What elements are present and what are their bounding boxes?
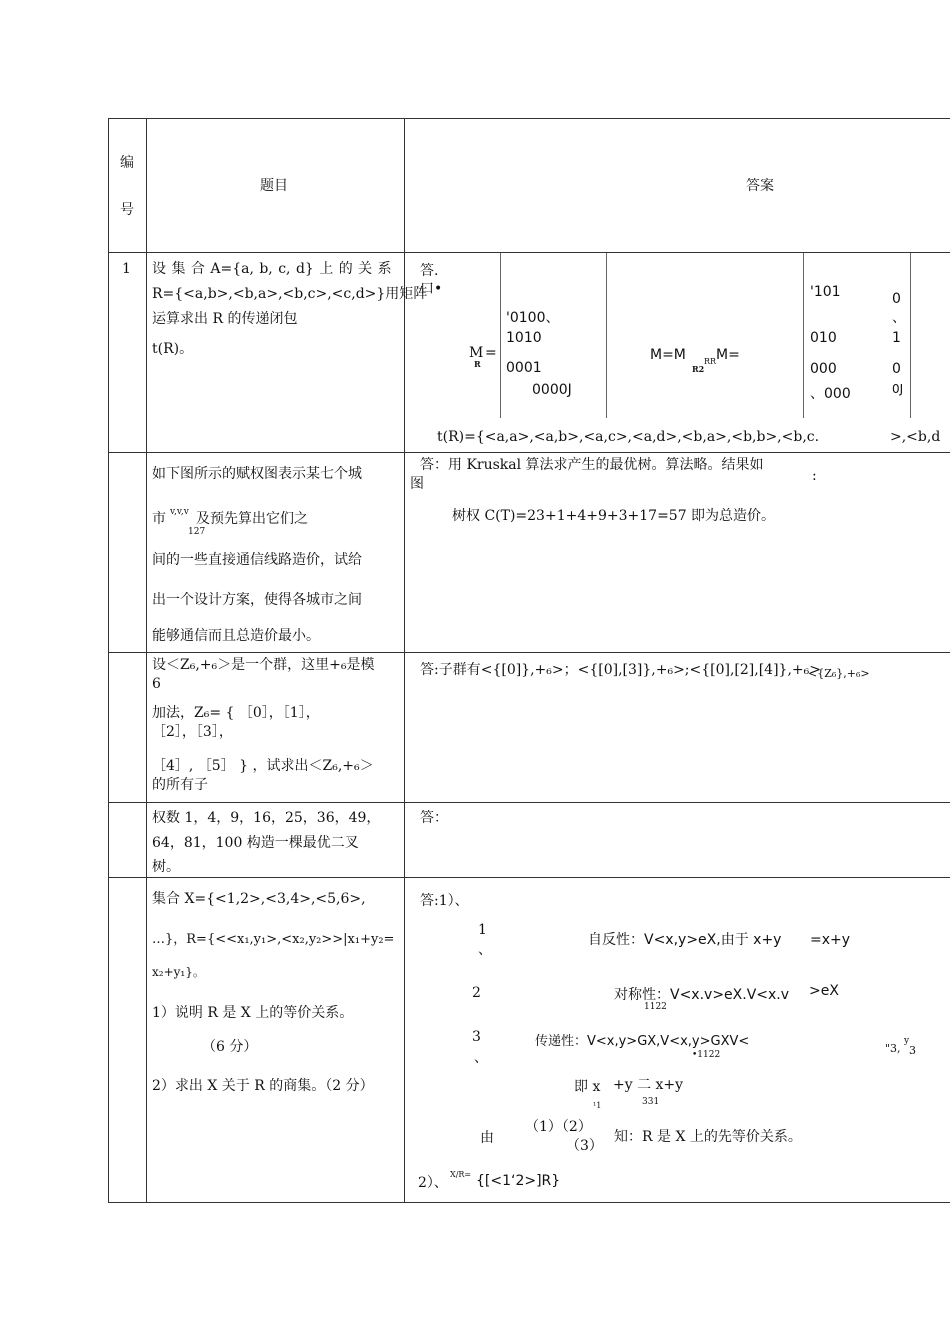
row1-closure: t(R)={<a,a>,<a,b>,<a,c>,<a,d>,<b,a>,<b,b>,<b,c. bbox=[437, 429, 820, 445]
row5-answer-reflexive-end: =x+y bbox=[810, 932, 851, 948]
row1-matrix2-left2: 010 bbox=[810, 330, 837, 346]
row1-matrix2-right3: 1 bbox=[892, 330, 901, 346]
row3-question-line3: 加法，Z₆= { ［0］，［1］， bbox=[152, 705, 320, 721]
row1-question-line2: R={<a,b>,<b,a>,<b,c>,<c,d>}用矩阵 bbox=[152, 286, 428, 302]
row2-answer-line2: 图 bbox=[410, 476, 424, 492]
row5-answer-refs2: （3） bbox=[566, 1138, 603, 1154]
row2-question-vars: v,v,v bbox=[170, 507, 189, 517]
row5-answer-num3b: 、 bbox=[474, 1050, 488, 1066]
row1-question-line4: t(R)。 bbox=[152, 341, 194, 357]
row5-answer-num3: 3 bbox=[472, 1029, 481, 1045]
row3-answer-line2: <{Z₆},+₆> bbox=[808, 667, 870, 680]
row4-question-line3: 树。 bbox=[152, 859, 180, 875]
row5-answer-ji-sub2: 331 bbox=[642, 1097, 660, 1107]
row2-question-line5: 能够通信而且总造价最小。 bbox=[152, 628, 320, 644]
row1-matrix2-right1: 0 bbox=[892, 291, 901, 307]
header-question: 题目 bbox=[260, 178, 288, 194]
row2-question-var-sub: 127 bbox=[188, 527, 206, 537]
row1-matrix2-right4: 0 bbox=[892, 361, 901, 377]
row3-question-line6: 的所有子 bbox=[152, 777, 208, 793]
row1-closure-end: >,<b,d bbox=[890, 429, 941, 445]
header-num-char1: 编 bbox=[120, 155, 134, 171]
row5-answer-transitive-sub: •1122 bbox=[692, 1050, 721, 1060]
row4-question-line1: 权数 1，4，9，16，25，36，49， bbox=[152, 810, 381, 826]
row1-product-end: M= bbox=[716, 347, 740, 363]
row5-answer-quotient-sup: X/R= bbox=[450, 1170, 472, 1179]
row5-question-line5: （6 分） bbox=[202, 1039, 258, 1055]
row5-question-line2: …}，R={<<x₁,y₁>,<x₂,y₂>>|x₁+y₂= bbox=[152, 932, 395, 947]
row1-product-sup: RR bbox=[704, 357, 717, 366]
row1-matrix1-line1: '0100、 bbox=[506, 310, 560, 326]
row2-question-line1: 如下图所示的赋权图表示某七个城 bbox=[152, 466, 362, 482]
row5-answer-symmetric-sub: 1122 bbox=[644, 1002, 667, 1012]
row5-answer-transitive: 传递性：V<x,y>GX,V<x,y>GXV< bbox=[535, 1034, 750, 1049]
row2-question-line4: 出一个设计方案，使得各城市之间 bbox=[152, 592, 362, 608]
header-answer: 答案 bbox=[746, 178, 774, 194]
row1-mr-label: M bbox=[469, 345, 484, 361]
row5-answer-transitive-end-sup: y bbox=[904, 1036, 910, 1046]
row3-question-line1: 设＜Z₆,+₆＞是一个群，这里+₆是模 bbox=[152, 657, 375, 673]
row2-answer-line1: 答：用 Kruskal 算法求产生的最优树。算法略。结果如 bbox=[420, 457, 764, 473]
row5-answer-symmetric-end: >eX bbox=[809, 983, 839, 999]
row5-answer-reflexive: 自反性：V<x,y>eX,由于 x+y bbox=[588, 932, 782, 948]
row3-question-line4: ［2］，［3］， bbox=[152, 724, 233, 740]
row5-question-line1: 集合 X={<1,2>,<3,4>,<5,6>, bbox=[152, 891, 366, 907]
row5-question-line6: 2）求出 X 关于 R 的商集。（2 分） bbox=[152, 1078, 374, 1094]
row2-question-line2: 及预先算出它们之 bbox=[196, 511, 308, 527]
row5-question-line3: x₂+y₁}。 bbox=[152, 965, 205, 979]
row1-matrix1-line3: 0001 bbox=[506, 360, 542, 376]
header-num-char2: 号 bbox=[120, 202, 134, 218]
row5-answer-num1b: 、 bbox=[478, 942, 492, 958]
row2-question-line3: 间的一些直接通信线路造价，试给 bbox=[152, 552, 362, 568]
row2-answer-line3: 树权 C(T)=23+1+4+9+3+17=57 即为总造价。 bbox=[452, 508, 776, 524]
row2-question-city: 市 bbox=[152, 511, 166, 527]
row1-question-line3: 运算求出 R 的传递闭包 bbox=[152, 311, 298, 327]
row1-mr-eq: = bbox=[485, 345, 497, 361]
row5-answer-transitive-end: "3, bbox=[885, 1042, 901, 1055]
row5-answer-num1: 1 bbox=[478, 922, 487, 938]
row5-answer-symmetric: 对称性：V<x.v>eX.V<x.v bbox=[614, 987, 790, 1003]
row5-answer-conclusion: 知：R 是 X 上的先等价关系。 bbox=[614, 1129, 802, 1145]
row5-answer-ji: 即 x bbox=[574, 1079, 601, 1095]
row3-answer-line1: 答:子群有<{[0]},+₆>；<{[0],[3]},+₆>;<{[0],[2],[4]},+₆> bbox=[420, 662, 821, 678]
row1-question-line1: 设 集 合 A={a, b, c, d} 上 的 关 系 bbox=[152, 261, 392, 277]
row4-question-line2: 64，81，100 构造一棵最优二叉 bbox=[152, 835, 359, 851]
row1-number: 1 bbox=[122, 261, 131, 277]
row1-product-sub: R2 bbox=[692, 364, 705, 374]
row5-answer-num2: 2 bbox=[472, 985, 481, 1001]
row5-question-line4: 1）说明 R 是 X 上的等价关系。 bbox=[152, 1005, 354, 1021]
row5-answer-you: 由 bbox=[480, 1130, 494, 1146]
row5-answer-transitive-end-sub: 3 bbox=[909, 1044, 916, 1057]
row5-answer-intro: 答:1）、 bbox=[420, 893, 469, 909]
row5-answer-refs1: （1）（2） bbox=[525, 1119, 592, 1135]
row1-mr-sub: R bbox=[474, 359, 481, 369]
row1-matrix2-left1: '101 bbox=[810, 284, 841, 300]
row4-answer: 答： bbox=[420, 810, 448, 826]
row3-question-line5: ［4］, ［5］ } ，试求出＜Z₆,+₆＞ bbox=[152, 758, 374, 774]
row5-answer-ji-mid: +y 二 x+y bbox=[613, 1077, 684, 1093]
row1-matrix2-right2: 、 bbox=[892, 310, 906, 326]
row5-answer-quotient-main: {[<1‘2>]R} bbox=[476, 1173, 561, 1189]
row3-question-line2: 6 bbox=[152, 676, 161, 692]
row1-matrix1-line2: 1010 bbox=[506, 330, 542, 346]
row1-matrix2-right5: 0J bbox=[892, 382, 904, 396]
row1-matrix1-line4: 0000J bbox=[532, 382, 572, 398]
row1-matrix2-left3: 000 bbox=[810, 361, 837, 377]
row1-answer-prefix1: 答. bbox=[420, 263, 439, 279]
row5-answer-ji-sub: ¹1 bbox=[593, 1101, 602, 1110]
row1-matrix2-left4: 、000 bbox=[810, 386, 851, 402]
row5-answer-quotient-prefix: 2）、 bbox=[418, 1175, 448, 1191]
row1-answer-prefix2: 口• bbox=[420, 281, 443, 297]
row2-answer-colon: : bbox=[812, 468, 817, 484]
row1-product: M=M bbox=[650, 347, 686, 363]
